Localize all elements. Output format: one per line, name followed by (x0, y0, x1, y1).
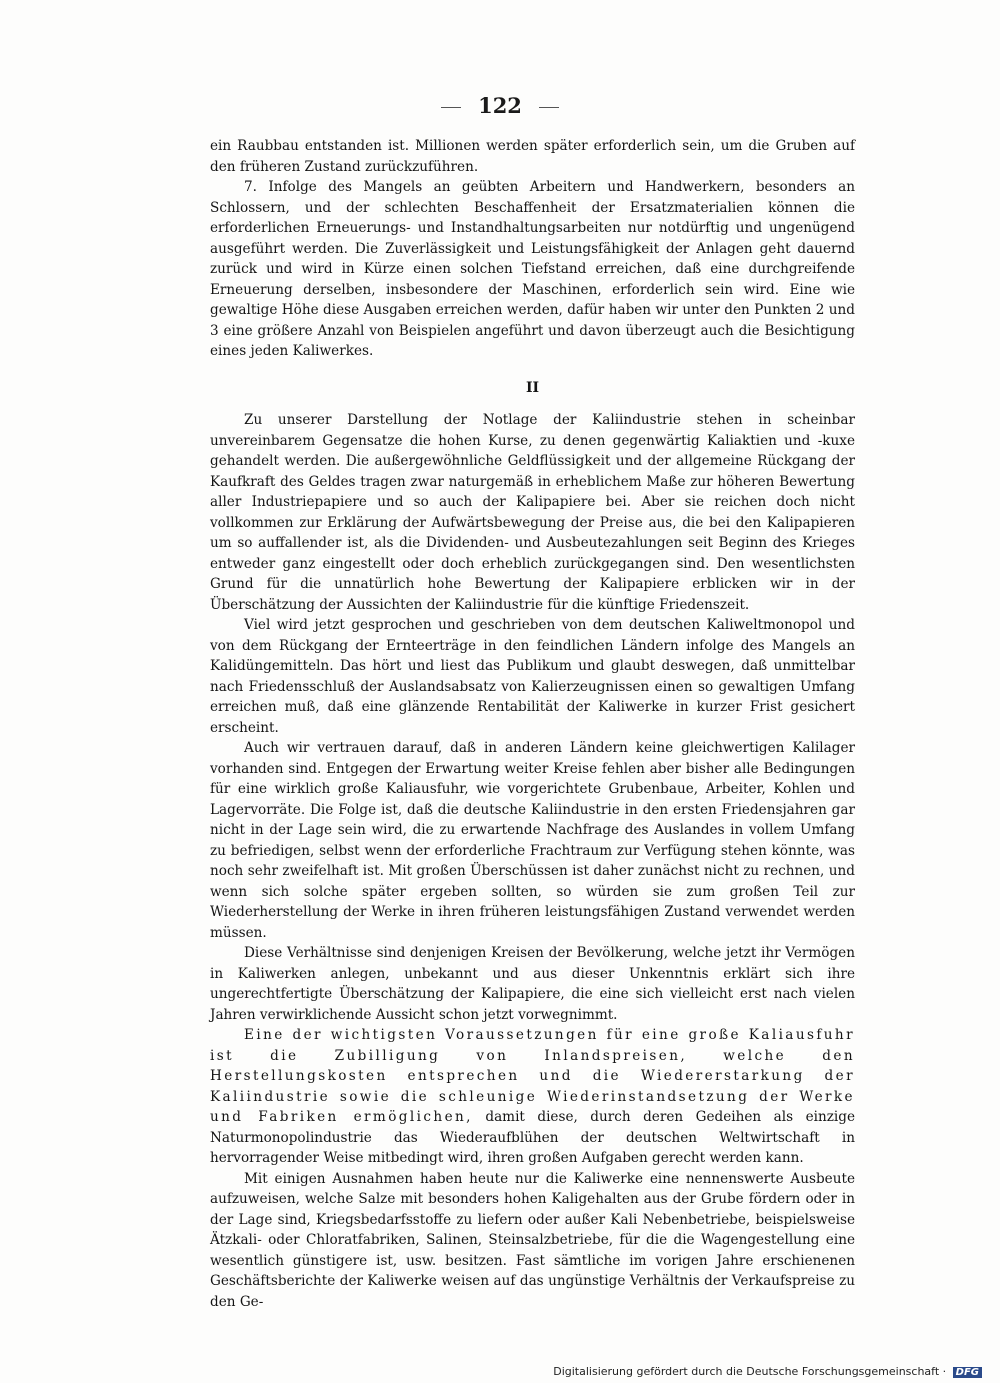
page-header (0, 93, 1000, 118)
paragraph-text: damit diese, durch deren Gedeihen als einzige Naturmonopolindustrie das Wiederaufblühen der deutschen Weltwirtschaft in hervorragender Weise mitbedingt wird, ihren großen Aufgaben gerecht werden kann. (210, 1109, 855, 1166)
paragraph: Viel wird jetzt gesprochen und geschrieben von dem deutschen Kaliweltmonopol und von dem Rückgang der Ernteerträge in den feindlichen Ländern infolge des Mangels an Kalidüngemitteln. Das hört und liest das Publikum und glaubt deswegen, daß unmittelbar nach Friedensschluß der Auslandsabsatz von Kalierzeugnissen einen so gewaltigen Umfang erreichen muß, daß eine glänzende Rentabilität der Kaliwerke in kurzer Frist gesichert erscheint. (210, 617, 855, 736)
paragraph: 7. Infolge des Mangels an geübten Arbeitern und Handwerkern, besonders an Schlossern, und der schlechten Beschaffenheit der Ersatzmaterialien können die erforderlichen Erneuerungs- und Instandhaltungsarbeiten nur notdürftig und ungenügend ausgeführt werden. Die Zuverlässigkeit und Leistungsfähigkeit der Anlagen geht dauernd zurück und wird in Kürze einen solchen Tiefstand erreichen, daß eine durchgreifende Erneuerung derselben, insbesondere der Maschinen, erforderlich sein wird. Eine wie gewaltige Höhe diese Ausgaben erreichen werden, dafür haben wir unter den Punkten 2 und 3 eine größere Anzahl von Beispielen angeführt und davon überzeugt auch die Besichtigung eines jeden Kaliwerkes. (210, 179, 855, 359)
header-dash-right (539, 107, 559, 108)
paragraph: ein Raubbau entstanden ist. Millionen werden später erforderlich sein, um die Gruben auf den früheren Zustand zurückzuführen. (210, 138, 855, 175)
paragraph: Mit einigen Ausnahmen haben heute nur die Kaliwerke eine nennenswerte Ausbeute aufzuweisen, welche Salze mit besonders hohen Kaligehalten aus der Grube fördern oder in der Lage sind, Kriegsbedarfsstoffe zu liefern oder außer Kali Nebenbetriebe, beispielsweise Ätzkali- oder Chloratfabriken, Salinen, Steinsalzbetriebe, für die die Wagengestellung eine wesentlich günstigere ist, usw. besitzen. Fast sämtliche im vorigen Jahre erschienenen Geschäftsberichte der Kaliwerke weisen auf das ungünstige Verhältnis der Verkaufspreise zu den Ge- (210, 1170, 855, 1310)
emphasized-text: Eine der wichtigsten Voraussetzungen für eine große Kaliausfuhr ist die Zubilligung von Inlandspreisen, welche den Herstellungskosten entsprechen und die Wiedererstarkung der Kaliindustrie sowie die schleunige Wiederinstandsetzung der Werke und Fabriken ermöglichen, (210, 1027, 855, 1125)
paragraph-emphasized (210, 1025, 855, 1169)
digitization-footer (553, 1365, 982, 1378)
header-dash-left (441, 107, 461, 108)
dfg-logo: DFG (953, 1367, 982, 1378)
document-body (210, 136, 855, 1312)
section-heading: II (525, 379, 540, 396)
paragraph: Diese Verhältnisse sind denjenigen Kreisen der Bevölkerung, welche jetzt ihr Vermögen in Kaliwerken anlegen, unbekannt und aus dieser Unkenntnis erklärt sich ihre ungerechtfertigte Überschätzung der Kalipapiere, die eine sich vielleicht erst nach vielen Jahren verwirklichende Aussicht schon jetzt vorwegnimmt. (210, 945, 855, 1023)
page-number: 122 (478, 93, 522, 118)
paragraph: Zu unserer Darstellung der Notlage der Kaliindustrie stehen in scheinbar unvereinbarem Gegensatze die hohen Kurse, zu denen gegenwärtig Kaliaktien und -kuxe gehandelt werden. Die außergewöhnliche Geldflüssigkeit und der allgemeine Rückgang der Kaufkraft des Geldes tragen zwar naturgemäß in erheblichem Maße zur höheren Bewertung aller Industriepapiere und so auch der Kalipapiere bei. Aber sie reichen doch nicht vollkommen zur Erklärung der Aufwärtsbewegung der Preise aus, die bei den Kalipapieren um so auffallender ist, als die Dividenden- und Ausbeutezahlungen seit Beginn des Krieges entweder ganz eingestellt oder doch erheblich zurückgegangen sind. Den wesentlichsten Grund für die unnatürlich hohe Bewertung der Kalipapiere erblicken wir in der Überschätzung der Aussichten der Kaliindustrie für die künftige Friedenszeit. (210, 412, 855, 613)
footer-text: Digitalisierung gefördert durch die Deutsche Forschungsgemeinschaft · (553, 1365, 947, 1378)
paragraph: Auch wir vertrauen darauf, daß in anderen Ländern keine gleichwertigen Kalilager vorhanden sind. Entgegen der Erwartung weiter Kreise fehlen aber bisher alle Bedingungen für eine wirklich große Kaliausfuhr, wie vorgerichtete Grubenbaue, Arbeiter, Kohlen und Lagervorräte. Die Folge ist, daß die deutsche Kaliindustrie in den ersten Friedensjahren gar nicht in der Lage sein wird, die zu erwartende Nachfrage des Auslandes in vollem Umfang zu befriedigen, selbst wenn der erforderliche Frachtraum zur Verfügung stehen könnte, was noch sehr zweifelhaft ist. Mit großen Überschüssen ist daher zunächst nicht zu rechnen, und wenn sich solche später ergeben sollten, so würden sie zum großen Teil zur Wiederherstellung der Werke in ihren früheren leistungsfähigen Zustand verwendet werden müssen. (210, 740, 855, 941)
